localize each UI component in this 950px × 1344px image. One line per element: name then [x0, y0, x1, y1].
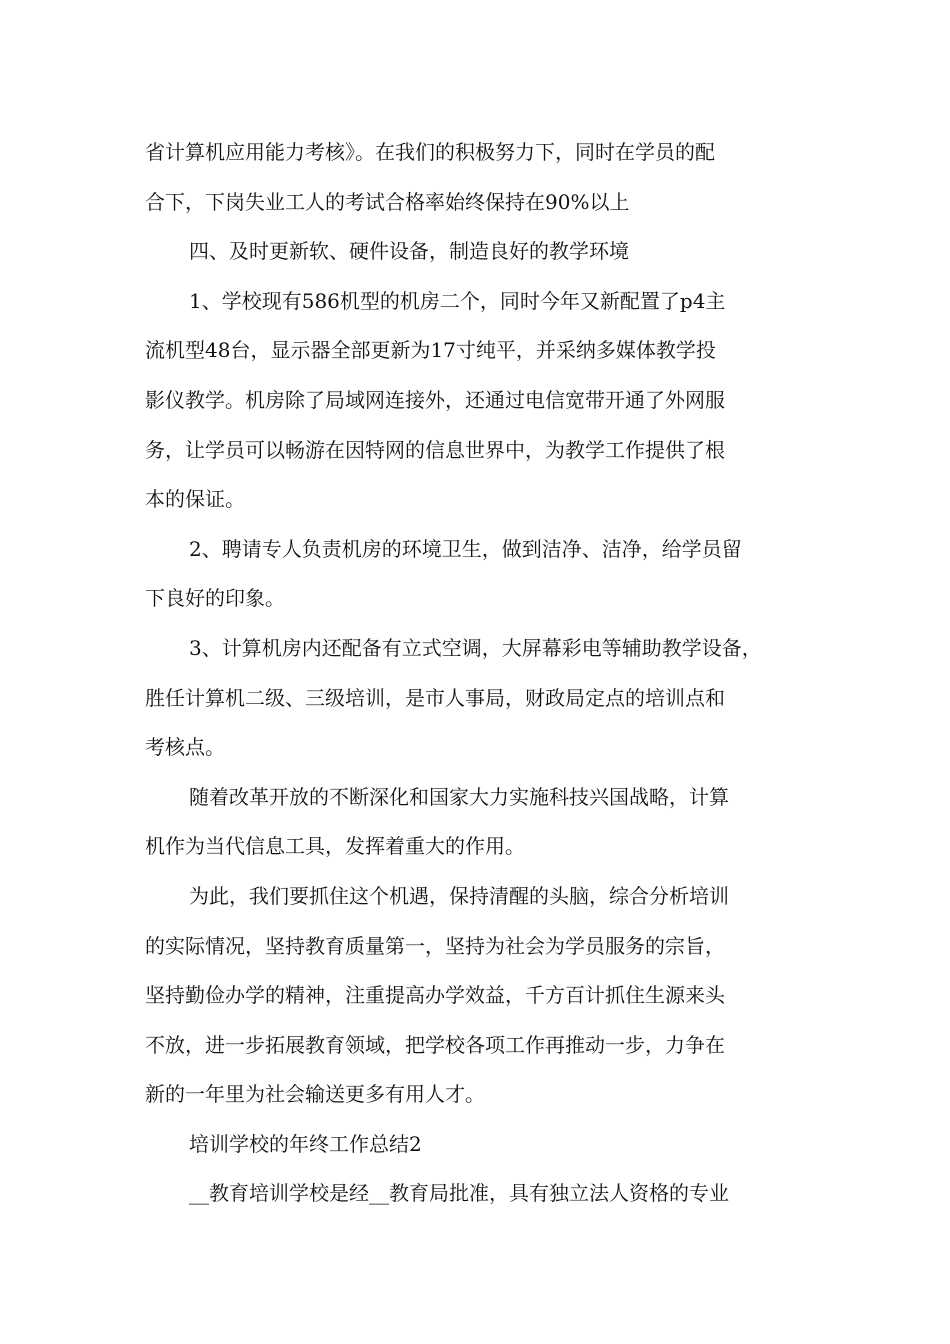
- text-line: 胜任计算机二级、三级培训，是市人事局，财政局定点的培训点和: [145, 685, 725, 710]
- text-line: 为此，我们要抓住这个机遇，保持清醒的头脑，综合分析培训: [189, 883, 729, 908]
- text-line: 影仪教学。机房除了局域网连接外，还通过电信宽带开通了外网服: [145, 387, 725, 412]
- section-title: 培训学校的年终工作总结2: [189, 1131, 422, 1156]
- text-line: 流机型48台，显示器全部更新为17寸纯平，并采纳多媒体教学投: [145, 338, 716, 363]
- document-body: [145, 128, 810, 1219]
- text-line: 合下，下岗失业工人的考试合格率始终保持在90%以上: [145, 189, 630, 214]
- text-line: 2、聘请专人负责机房的环境卫生，做到洁净、洁净，给学员留: [189, 536, 742, 561]
- text-line: 省计算机应用能力考核》。在我们的积极努力下，同时在学员的配: [145, 140, 715, 164]
- text-line: 务，让学员可以畅游在因特网的信息世界中，为教学工作提供了根: [145, 437, 725, 462]
- text-line: 本的保证。: [145, 487, 245, 512]
- section-heading: 四、及时更新软、硬件设备，制造良好的教学环境: [189, 239, 629, 264]
- text-line: __教育培训学校是经__教育局批准，具有独立法人资格的专业: [189, 1181, 729, 1206]
- text-line: 1、学校现有586机型的机房二个，同时今年又新配置了p4主: [189, 288, 726, 313]
- text-line: 新的一年里为社会输送更多有用人才。: [145, 1082, 485, 1107]
- text-line: 机作为当代信息工具，发挥着重大的作用。: [145, 834, 525, 859]
- text-line: 随着改革开放的不断深化和国家大力实施科技兴国战略，计算: [189, 784, 729, 809]
- text-line: 的实际情况，坚持教育质量第一，坚持为社会为学员服务的宗旨，: [145, 933, 725, 958]
- text-line: 下良好的印象。: [145, 586, 285, 611]
- text-line: 坚持勤俭办学的精神，注重提高办学效益，千方百计抓住生源来头: [145, 983, 725, 1008]
- text-line: 不放，进一步拓展教育领域，把学校各项工作再推动一步，力争在: [145, 1032, 725, 1057]
- text-line: 3、计算机房内还配备有立式空调，大屏幕彩电等辅助教学设备，: [189, 635, 762, 660]
- text-line: 考核点。: [145, 735, 225, 760]
